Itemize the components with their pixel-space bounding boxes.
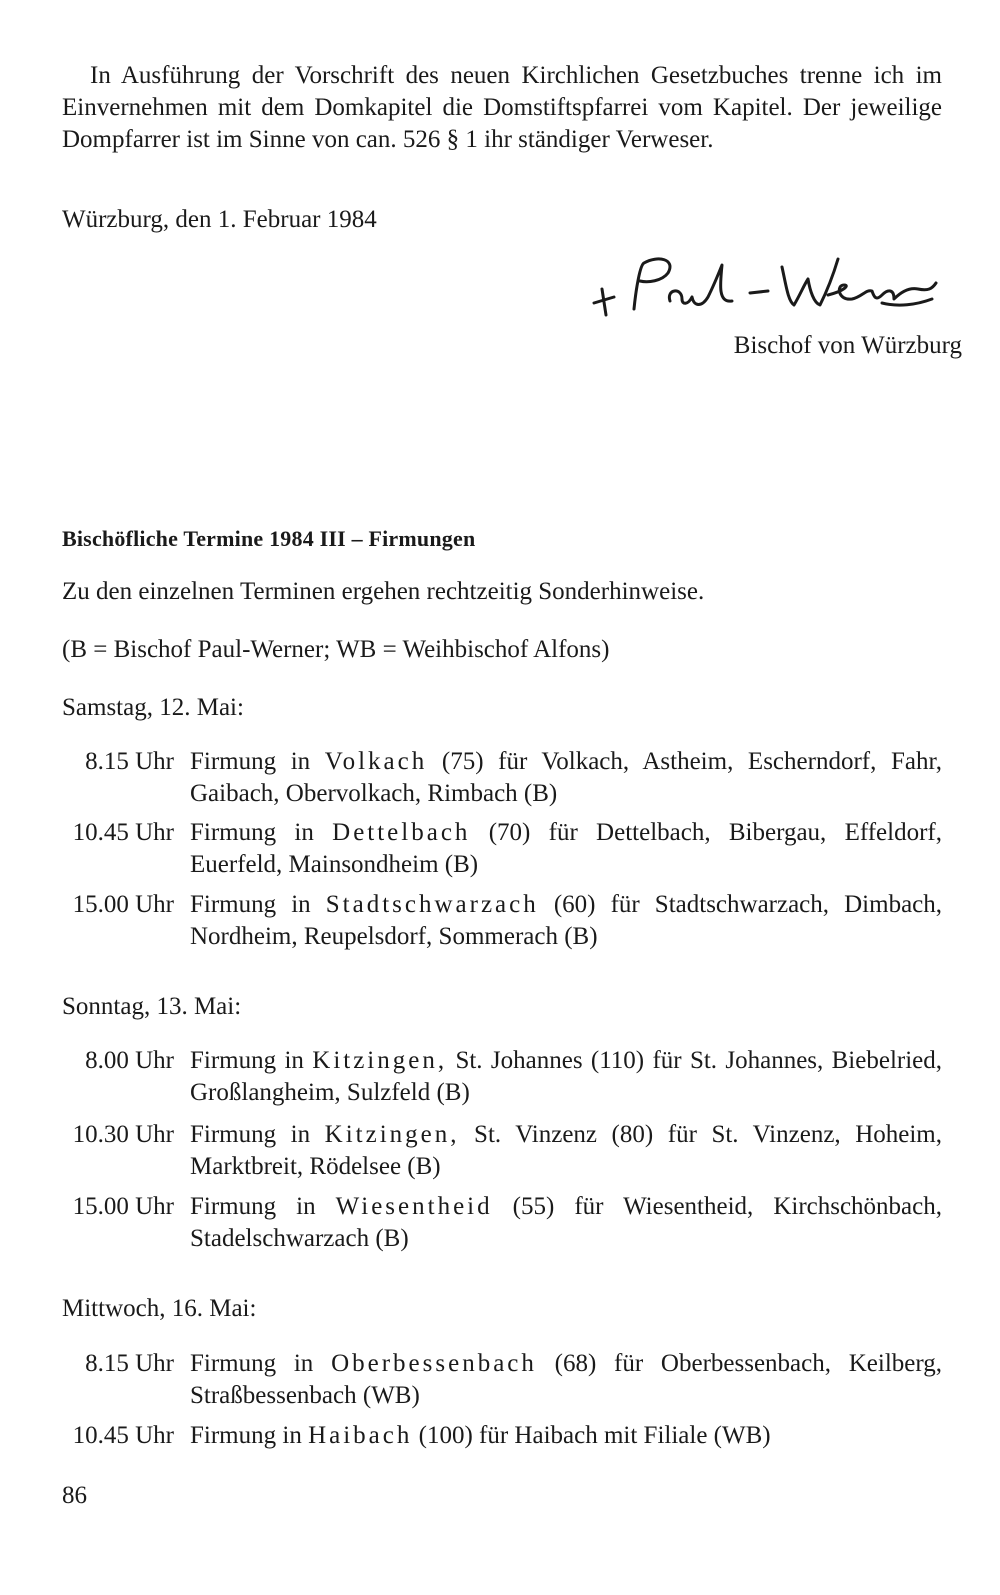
day-heading: Samstag, 12. Mai: [62, 694, 244, 721]
entry-time: 10.45 Uhr [72, 819, 174, 846]
schedule-entry [62, 889, 942, 953]
page-number: 86 [62, 1482, 87, 1509]
entry-time: 8.15 Uhr [85, 748, 174, 775]
schedule-entry [62, 1045, 942, 1109]
intro-paragraph: In Ausführung der Vorschrift des neuen Kirchlichen Gesetzbuches trenne ich im Einvernehmen mit dem Domkapitel die Domstiftspfarrei vom Kapitel. Der jeweilige Dompfarrer ist im Sinne von can. 526 § 1 ihr ständiger Verweser. [62, 62, 942, 153]
entry-description: Firmung in Dettelbach (70) für Dettelbach, Bibergau, Effeldorf, Euerfeld, Mainsondheim (B) [190, 819, 942, 878]
entry-time: 10.30 Uhr [72, 1121, 174, 1148]
signature-block [582, 245, 962, 365]
signer-title: Bischof von Würzburg [733, 332, 962, 359]
schedule-entry [62, 817, 942, 881]
entry-place: Kitzingen, [312, 1047, 448, 1074]
entry-time: 15.00 Uhr [72, 1193, 174, 1220]
place-date: Würzburg, den 1. Februar 1984 [62, 206, 377, 233]
entry-description: Firmung in Kitzingen, St. Johannes (110) für St. Johannes, Biebelried, Großlangheim, Sulzfeld (B) [190, 1047, 943, 1106]
schedule-entry [62, 1191, 942, 1255]
day-heading: Sonntag, 13. Mai: [62, 993, 242, 1020]
entry-time: 15.00 Uhr [72, 891, 174, 918]
entry-description: Firmung in Wiesentheid (55) für Wiesentheid, Kirchschönbach, Stadelschwarzach (B) [190, 1193, 943, 1252]
entry-description: Firmung in Volkach (75) für Volkach, Astheim, Escherndorf, Fahr, Gaibach, Obervolkach, Rimbach (B) [190, 748, 943, 807]
entry-place: Dettelbach [332, 819, 471, 846]
abbreviation-legend: (B = Bischof Paul-Werner; WB = Weihbischof Alfons) [62, 636, 610, 663]
entry-place: Kitzingen, [324, 1121, 460, 1148]
schedule-entry [62, 1420, 942, 1452]
day-heading: Mittwoch, 16. Mai: [62, 1295, 257, 1322]
entry-time: 8.00 Uhr [85, 1047, 174, 1074]
entry-description: Firmung in Oberbessenbach (68) für Oberbessenbach, Keilberg, Straßbessenbach (WB) [190, 1350, 942, 1409]
entry-place: Volkach [324, 748, 428, 775]
entry-place: Oberbessenbach [331, 1350, 537, 1377]
entry-description: Firmung in Haibach (100) für Haibach mit Filiale (WB) [190, 1422, 771, 1449]
entry-description: Firmung in Stadtschwarzach (60) für Stadtschwarzach, Dimbach, Nordheim, Reupelsdorf, Sommerach (B) [190, 891, 943, 950]
section-title: Bischöfliche Termine 1984 III – Firmungen [62, 526, 476, 551]
section-notice: Zu den einzelnen Terminen ergehen rechtzeitig Sonderhinweise. [62, 578, 705, 605]
entry-place: Stadtschwarzach [325, 891, 539, 918]
handwritten-signature [582, 245, 942, 335]
entry-time: 10.45 Uhr [72, 1422, 174, 1449]
entry-time: 8.15 Uhr [85, 1350, 174, 1377]
entry-description: Firmung in Kitzingen, St. Vinzenz (80) für St. Vinzenz, Hoheim, Marktbreit, Rödelsee (B) [190, 1121, 942, 1180]
entry-place: Haibach [308, 1422, 413, 1449]
entry-place: Wiesentheid [335, 1193, 493, 1220]
schedule-entry [62, 1348, 942, 1412]
schedule-entry [62, 746, 942, 810]
schedule-entry [62, 1119, 942, 1183]
